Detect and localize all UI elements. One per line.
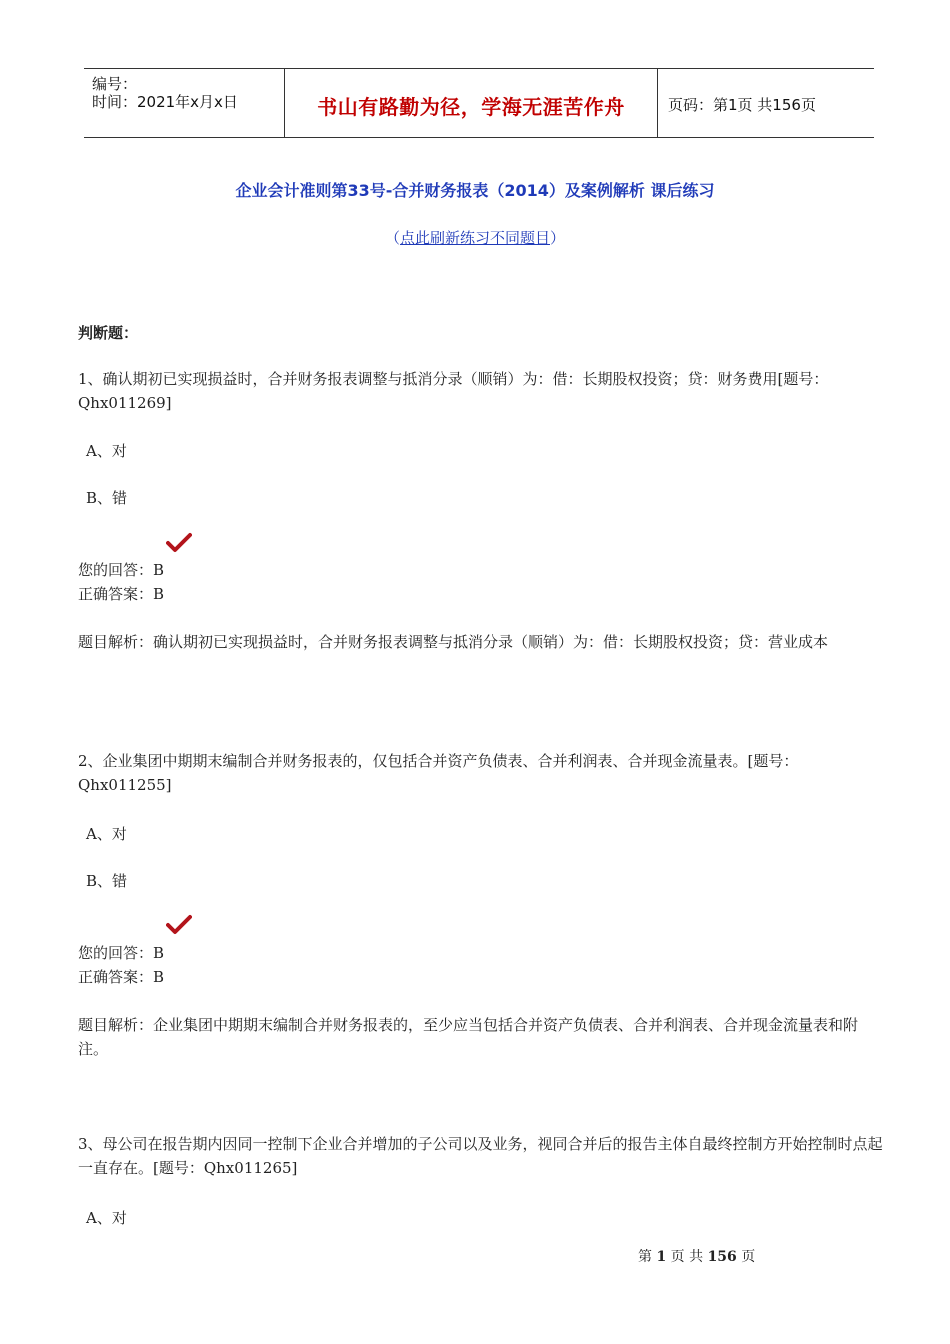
question-3-text: 3、母公司在报告期内因同一控制下企业合并增加的子公司以及业务，视同合并后的报告主体自最终控制方开始控制时点起一直存在。[题号：Qhx011265]	[78, 1135, 883, 1177]
question-2-your-answer: 您的回答：B	[78, 944, 165, 962]
header-meta-cell	[84, 69, 285, 137]
refresh-line	[0, 227, 950, 248]
footer-total-pages: 156	[707, 1249, 737, 1265]
page-footer	[638, 1246, 755, 1266]
question-2-correct-answer: 正确答案：B	[78, 968, 165, 986]
footer-pre: 第	[638, 1249, 652, 1265]
header-motto-cell	[285, 69, 658, 137]
question-3-option-a[interactable]: A、对	[86, 1209, 127, 1227]
question-2-text: 2、企业集团中期期末编制合并财务报表的，仅包括合并资产负债表、合并利润表、合并现金流量表。[题号：Qhx011255]	[78, 752, 799, 794]
question-2-option-a[interactable]: A、对	[86, 825, 127, 843]
footer-mid: 页 共	[670, 1249, 704, 1265]
question-1-your-answer: 您的回答：B	[78, 561, 165, 579]
refresh-close-paren: ）	[550, 229, 566, 247]
question-2-analysis: 题目解析：企业集团中期期末编制合并财务报表的，至少应当包括合并资产负债表、合并利润表、合并现金流量表和附注。	[78, 1016, 859, 1058]
refresh-open-paren: （	[384, 229, 400, 247]
refresh-link[interactable]: 点此刷新练习不同题目	[399, 229, 550, 247]
question-1-option-a[interactable]: A、对	[86, 442, 127, 460]
number-label: 编号：	[92, 75, 138, 93]
motto: 书山有路勤为径，学海无涯苦作舟	[317, 95, 625, 119]
question-1-option-b[interactable]: B、错	[86, 489, 128, 507]
section-heading: 判断题：	[78, 324, 139, 342]
question-1-analysis: 题目解析：确认期初已实现损益时，合并财务报表调整与抵消分录（顺销）为：借：长期股权投资；贷：营业成本	[78, 633, 829, 651]
header-page-cell	[658, 69, 874, 137]
correct-check-icon	[166, 914, 192, 936]
question-1-correct-answer: 正确答案：B	[78, 585, 165, 603]
time-label: 时间：2021年x月x日	[92, 93, 238, 111]
page-title: 企业会计准则第33号-合并财务报表（2014）及案例解析 课后练习	[235, 181, 715, 200]
question-2-option-b[interactable]: B、错	[86, 872, 128, 890]
question-1-text: 1、确认期初已实现损益时，合并财务报表调整与抵消分录（顺销）为：借：长期股权投资；贷：财务费用[题号：Qhx011269]	[78, 370, 829, 412]
footer-page-number: 1	[656, 1249, 667, 1265]
correct-check-icon	[166, 532, 192, 554]
page-info: 页码：第1页 共156页	[668, 96, 816, 114]
document-header	[84, 68, 874, 138]
footer-post: 页	[741, 1249, 756, 1265]
